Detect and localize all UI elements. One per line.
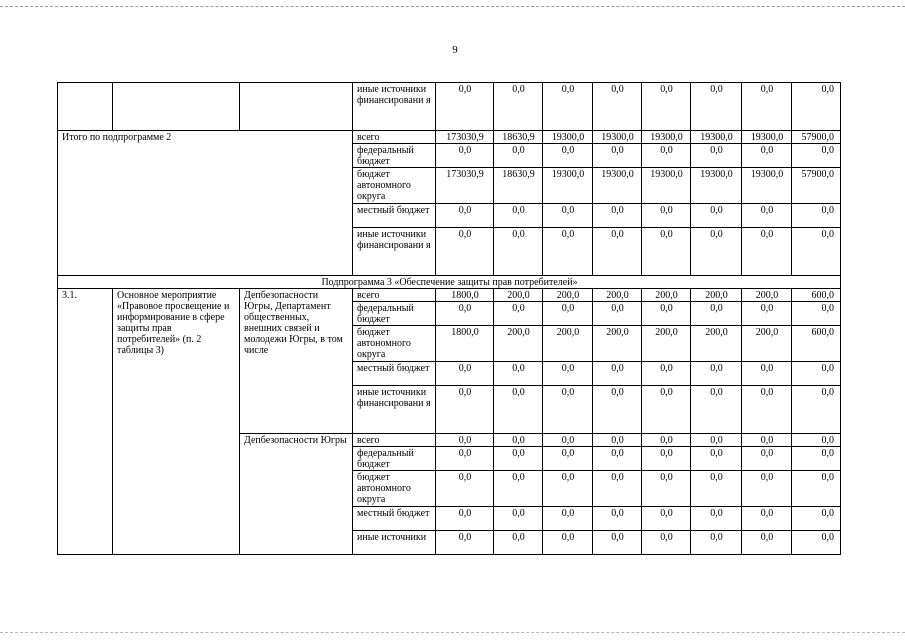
- value-cell: 200,0: [494, 289, 543, 302]
- value-cell: 19300,0: [642, 131, 691, 144]
- value-cell: 0,0: [543, 83, 593, 131]
- funding-source-cell: всего: [353, 289, 436, 302]
- funding-source-cell: иные источники финансировани я: [353, 386, 436, 434]
- value-cell: 0,0: [642, 471, 691, 507]
- value-cell: 0,0: [792, 434, 841, 447]
- value-cell: 600,0: [792, 289, 841, 302]
- value-cell: 0,0: [436, 204, 494, 228]
- value-cell: 0,0: [642, 531, 691, 555]
- value-cell: 0,0: [494, 302, 543, 326]
- empty-number-cell: [58, 83, 113, 131]
- value-cell: 0,0: [742, 144, 792, 168]
- value-cell: 19300,0: [691, 131, 742, 144]
- value-cell: 0,0: [593, 83, 642, 131]
- value-cell: 0,0: [642, 144, 691, 168]
- value-cell: 0,0: [436, 471, 494, 507]
- value-cell: 1800,0: [436, 289, 494, 302]
- empty-name-cell: [113, 83, 240, 131]
- value-cell: 0,0: [792, 471, 841, 507]
- value-cell: 0,0: [436, 386, 494, 434]
- funding-source-cell: бюджет автономного округа: [353, 471, 436, 507]
- value-cell: 19300,0: [642, 168, 691, 204]
- value-cell: 0,0: [792, 531, 841, 555]
- value-cell: 0,0: [543, 471, 593, 507]
- value-cell: 19300,0: [543, 131, 593, 144]
- table-row: [58, 131, 841, 144]
- value-cell: 0,0: [543, 386, 593, 434]
- value-cell: 200,0: [691, 326, 742, 362]
- value-cell: 0,0: [742, 204, 792, 228]
- funding-source-cell: местный бюджет: [353, 362, 436, 386]
- value-cell: 0,0: [742, 507, 792, 531]
- value-cell: 0,0: [642, 386, 691, 434]
- funding-source-cell: иные источники финансировани я: [353, 83, 436, 131]
- value-cell: 0,0: [691, 386, 742, 434]
- page-number: 9: [452, 44, 458, 56]
- value-cell: 0,0: [436, 531, 494, 555]
- value-cell: 200,0: [691, 289, 742, 302]
- value-cell: 0,0: [642, 83, 691, 131]
- value-cell: 0,0: [543, 228, 593, 276]
- value-cell: 0,0: [691, 362, 742, 386]
- value-cell: 0,0: [543, 507, 593, 531]
- value-cell: 0,0: [691, 434, 742, 447]
- funding-source-cell: всего: [353, 131, 436, 144]
- funding-source-cell: всего: [353, 434, 436, 447]
- table-row: [58, 289, 841, 302]
- value-cell: 0,0: [792, 204, 841, 228]
- value-cell: 0,0: [642, 507, 691, 531]
- value-cell: 0,0: [543, 434, 593, 447]
- value-cell: 0,0: [642, 204, 691, 228]
- value-cell: 0,0: [593, 144, 642, 168]
- value-cell: 0,0: [436, 228, 494, 276]
- value-cell: 0,0: [494, 386, 543, 434]
- item-name: Основное мероприятие «Правовое просвещение и информирование в сфере защиты прав потребителей» (п. 2 таблицы 3): [113, 289, 240, 555]
- value-cell: 19300,0: [593, 168, 642, 204]
- value-cell: 200,0: [642, 326, 691, 362]
- value-cell: 0,0: [742, 386, 792, 434]
- value-cell: 0,0: [742, 531, 792, 555]
- value-cell: 0,0: [742, 83, 792, 131]
- subprogram-header-row: [58, 276, 841, 289]
- value-cell: 0,0: [691, 144, 742, 168]
- value-cell: 0,0: [742, 447, 792, 471]
- subprogram-total-label: Итого по подпрограмме 2: [58, 131, 353, 276]
- value-cell: 0,0: [792, 83, 841, 131]
- value-cell: 0,0: [494, 83, 543, 131]
- value-cell: 0,0: [742, 302, 792, 326]
- value-cell: 0,0: [792, 302, 841, 326]
- value-cell: 200,0: [593, 326, 642, 362]
- value-cell: 0,0: [642, 302, 691, 326]
- funding-source-cell: иные источники финансировани я: [353, 228, 436, 276]
- value-cell: 0,0: [494, 507, 543, 531]
- funding-source-cell: федеральный бюджет: [353, 144, 436, 168]
- value-cell: 0,0: [494, 531, 543, 555]
- value-cell: 0,0: [494, 434, 543, 447]
- value-cell: 0,0: [494, 228, 543, 276]
- value-cell: 0,0: [436, 302, 494, 326]
- value-cell: 0,0: [792, 362, 841, 386]
- value-cell: 0,0: [593, 386, 642, 434]
- value-cell: 200,0: [642, 289, 691, 302]
- value-cell: 0,0: [593, 447, 642, 471]
- scan-bottom-edge: [0, 632, 905, 633]
- value-cell: 600,0: [792, 326, 841, 362]
- value-cell: 0,0: [593, 204, 642, 228]
- value-cell: 0,0: [436, 83, 494, 131]
- value-cell: 19300,0: [742, 168, 792, 204]
- value-cell: 0,0: [691, 228, 742, 276]
- value-cell: 0,0: [742, 471, 792, 507]
- value-cell: 0,0: [436, 144, 494, 168]
- funding-source-cell: местный бюджет: [353, 507, 436, 531]
- value-cell: 0,0: [593, 531, 642, 555]
- funding-source-cell: местный бюджет: [353, 204, 436, 228]
- value-cell: 0,0: [593, 471, 642, 507]
- value-cell: 0,0: [436, 362, 494, 386]
- value-cell: 173030,9: [436, 131, 494, 144]
- value-cell: 57900,0: [792, 131, 841, 144]
- value-cell: 200,0: [742, 326, 792, 362]
- value-cell: 0,0: [593, 434, 642, 447]
- value-cell: 0,0: [494, 471, 543, 507]
- value-cell: 57900,0: [792, 168, 841, 204]
- value-cell: 0,0: [642, 447, 691, 471]
- value-cell: 0,0: [494, 362, 543, 386]
- value-cell: 200,0: [494, 326, 543, 362]
- value-cell: 200,0: [543, 326, 593, 362]
- value-cell: 0,0: [593, 362, 642, 386]
- empty-executor-cell: [240, 83, 353, 131]
- funding-source-cell: федеральный бюджет: [353, 447, 436, 471]
- value-cell: 0,0: [543, 204, 593, 228]
- value-cell: 0,0: [543, 144, 593, 168]
- value-cell: 0,0: [494, 144, 543, 168]
- value-cell: 0,0: [742, 228, 792, 276]
- value-cell: 19300,0: [742, 131, 792, 144]
- value-cell: 0,0: [691, 531, 742, 555]
- table-row: [58, 83, 841, 131]
- value-cell: 0,0: [642, 434, 691, 447]
- value-cell: 0,0: [691, 507, 742, 531]
- value-cell: 0,0: [593, 302, 642, 326]
- value-cell: 0,0: [593, 228, 642, 276]
- value-cell: 18630,9: [494, 131, 543, 144]
- value-cell: 19300,0: [691, 168, 742, 204]
- value-cell: 0,0: [543, 531, 593, 555]
- value-cell: 0,0: [691, 83, 742, 131]
- value-cell: 18630,9: [494, 168, 543, 204]
- funding-source-cell: федеральный бюджет: [353, 302, 436, 326]
- value-cell: 0,0: [792, 447, 841, 471]
- value-cell: 0,0: [642, 362, 691, 386]
- value-cell: 0,0: [742, 434, 792, 447]
- value-cell: 200,0: [593, 289, 642, 302]
- funding-source-cell: иные источники: [353, 531, 436, 555]
- value-cell: 0,0: [436, 507, 494, 531]
- value-cell: 0,0: [792, 228, 841, 276]
- value-cell: 0,0: [792, 386, 841, 434]
- value-cell: 0,0: [543, 447, 593, 471]
- value-cell: 0,0: [436, 434, 494, 447]
- value-cell: 0,0: [494, 447, 543, 471]
- value-cell: 0,0: [642, 228, 691, 276]
- value-cell: 0,0: [792, 507, 841, 531]
- value-cell: 0,0: [436, 447, 494, 471]
- financing-table: [57, 82, 841, 555]
- value-cell: 0,0: [593, 507, 642, 531]
- funding-source-cell: бюджет автономного округа: [353, 168, 436, 204]
- funding-source-cell: бюджет автономного округа: [353, 326, 436, 362]
- value-cell: 1800,0: [436, 326, 494, 362]
- value-cell: 0,0: [494, 204, 543, 228]
- value-cell: 0,0: [691, 447, 742, 471]
- executor-cell: Депбезопасности Югры: [240, 434, 353, 555]
- value-cell: 0,0: [691, 302, 742, 326]
- item-number: 3.1.: [58, 289, 113, 555]
- value-cell: 0,0: [691, 204, 742, 228]
- value-cell: 0,0: [543, 302, 593, 326]
- value-cell: 200,0: [543, 289, 593, 302]
- scan-top-edge: [0, 6, 905, 7]
- value-cell: 173030,9: [436, 168, 494, 204]
- executor-cell: Депбезопасности Югры, Департамент общественных, внешних связей и молодежи Югры, в том числе: [240, 289, 353, 434]
- value-cell: 0,0: [742, 362, 792, 386]
- value-cell: 19300,0: [543, 168, 593, 204]
- value-cell: 0,0: [691, 471, 742, 507]
- value-cell: 0,0: [792, 144, 841, 168]
- value-cell: 0,0: [543, 362, 593, 386]
- value-cell: 200,0: [742, 289, 792, 302]
- subprogram-title: Подпрограмма 3 «Обеспечение защиты прав потребителей»: [58, 276, 841, 289]
- value-cell: 19300,0: [593, 131, 642, 144]
